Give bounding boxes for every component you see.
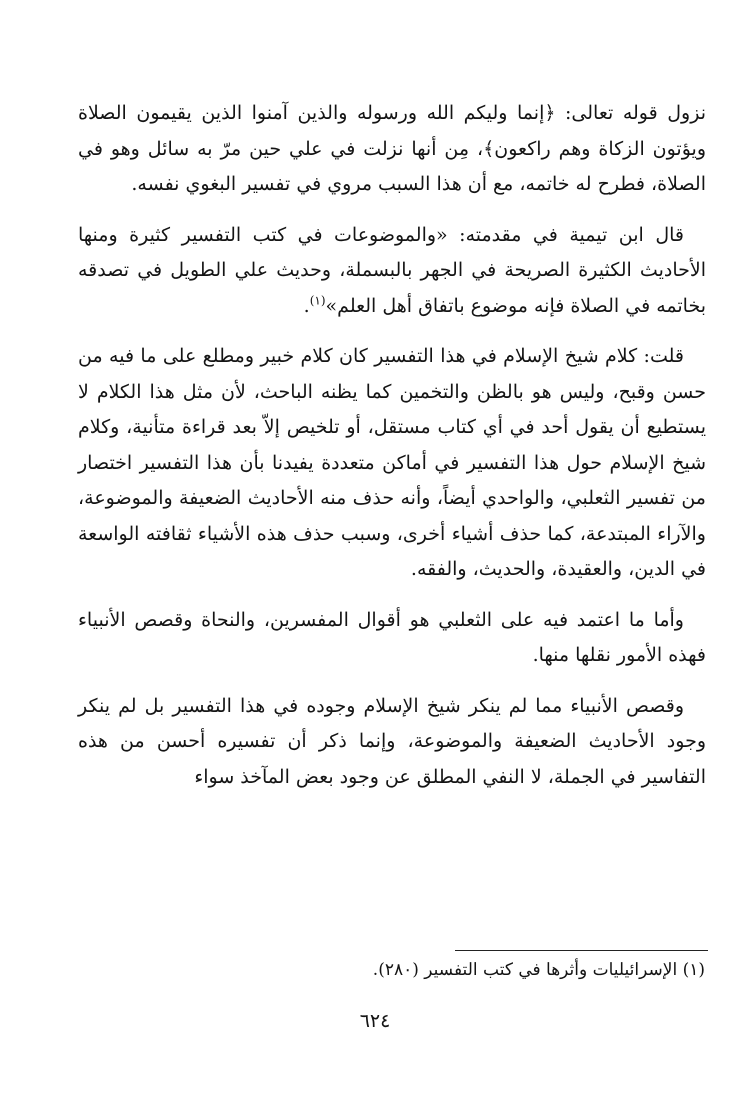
text-line: وأما ما اعتمد فيه على الثعلبي هو أقوال المفسرين، والنحاة وقصص bbox=[134, 608, 684, 631]
text-line: الأنبياء فهذه الأمور نقلها منها. bbox=[78, 608, 706, 666]
footnote-marker: (١) bbox=[309, 293, 326, 308]
text-line: مثل هذا الكلام لا يستطيع أن يقول أحد في أي كتاب مستقل، أو تلخيص إلاّ bbox=[78, 380, 706, 438]
text-line: سائل وهو في الصلاة، فطرح له خاتمه، مع أن هذا السبب مروي في تفسير bbox=[78, 137, 706, 195]
text-line: وقصص الأنبياء مما لم ينكر شيخ الإسلام وجوده في هذا التفسير بل bbox=[144, 694, 684, 717]
text-line: ما فيه من حسن وقبح، وليس هو بالظن والتخمين كما يظنه الباحث، لأن bbox=[78, 345, 706, 403]
text-line: لم ينكر وجود الأحاديث الضعيفة والموضوعة، وإنما ذكر أن تفسيره أحسن bbox=[78, 694, 706, 752]
footnote-separator bbox=[455, 950, 708, 951]
text-line: من هذه التفاسير في الجملة، لا النفي المطلق عن وجود بعض المآخذ سواء bbox=[78, 730, 706, 788]
text-line: قال ابن تيمية في مقدمته: «والموضوعات في كتب التفسير كثيرة ومنها bbox=[78, 223, 684, 246]
text-line: الصلاة ويؤتون الزكاة وهم راكعون﴾، مِن أنها نزلت في علي حين مرّ به bbox=[78, 102, 706, 160]
text-line: يفيدنا بأن هذا التفسير اختصار من تفسير الثعلبي، والواحدي أيضاً، وأنه bbox=[78, 451, 706, 509]
paragraph-1 bbox=[78, 96, 706, 203]
text-line: حذف منه الأحاديث الضعيفة والموضوعة، والآراء المبتدعة، كما حذف bbox=[78, 487, 706, 545]
text-line: البغوي نفسه. bbox=[131, 173, 237, 195]
paragraph-2 bbox=[78, 218, 706, 325]
text-line: نزول قوله تعالى: ﴿إنما وليكم الله ورسوله والذين آمنوا الذين يقيمون bbox=[136, 102, 706, 124]
text-line: تصدقه بخاتمه في الصلاة فإنه موضوع باتفاق أهل العلم» bbox=[78, 259, 706, 317]
footnote: (١) الإسرائيليات وأثرها في كتب التفسير (٢٨٠). bbox=[372, 960, 705, 980]
main-text bbox=[78, 96, 706, 810]
paragraph-3 bbox=[78, 339, 706, 588]
paragraph-4 bbox=[78, 603, 706, 674]
page-number: ٦٢٤ bbox=[359, 1010, 391, 1032]
text-line: والحديث، والفقه. bbox=[410, 558, 546, 580]
text-line: قلت: كلام شيخ الإسلام في هذا التفسير كان كلام خبير ومطلع على bbox=[162, 345, 684, 367]
text-line: أشياء أخرى، وسبب حذف هذه الأشياء ثقافته الواسعة في الدين، والعقيدة، bbox=[78, 522, 706, 580]
text-line: بعد قراءة متأنية، وكلام شيخ الإسلام حول هذا التفسير في أماكن متعددة bbox=[78, 416, 707, 474]
text-line: الأحاديث الكثيرة الصريحة في الجهر بالبسملة، وحديث علي الطويل في bbox=[137, 259, 706, 281]
paragraph-5 bbox=[78, 689, 706, 796]
text-line-end: . bbox=[303, 294, 310, 317]
